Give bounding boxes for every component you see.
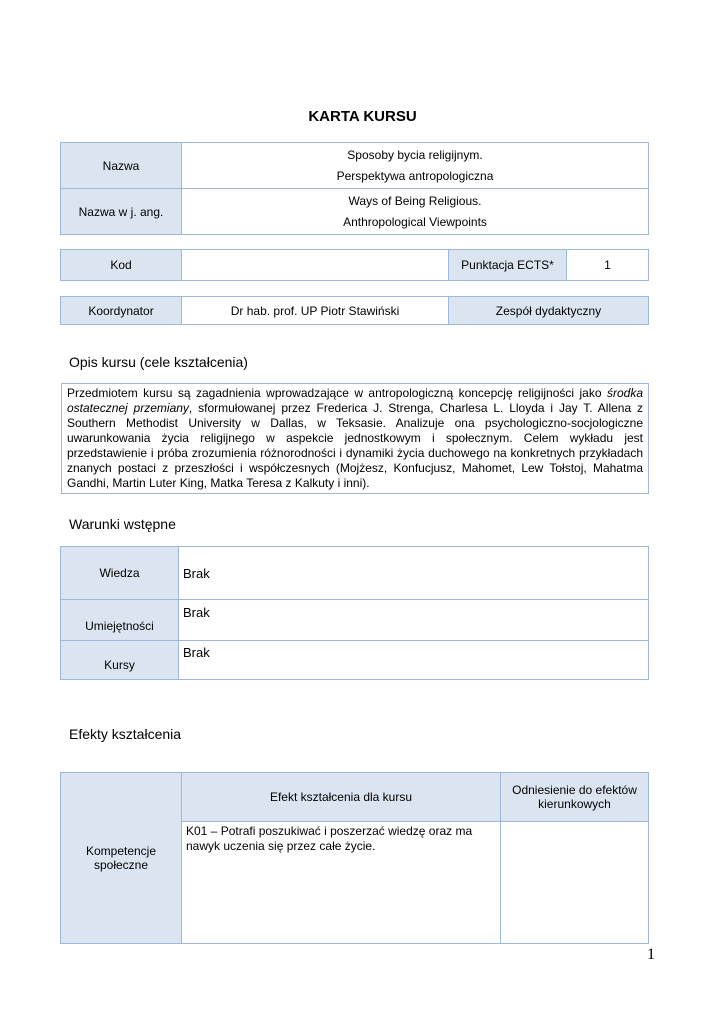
wiedza-label: Wiedza — [61, 547, 179, 600]
kursy-label: Kursy — [61, 641, 179, 680]
umiejetnosci-label: Umiejętności — [61, 600, 179, 641]
course-description — [61, 383, 649, 494]
page-title: KARTA KURSU — [308, 108, 417, 125]
nazwa-value — [182, 143, 649, 189]
nazwa-line1: Sposoby bycia religijnym. — [347, 147, 483, 162]
odniesienie-header: Odniesienie do efektów kierunkowych — [501, 773, 649, 822]
wiedza-value: Brak — [179, 547, 649, 600]
kod-label: Kod — [61, 250, 182, 281]
course-name-table — [60, 142, 649, 235]
opis-heading: Opis kursu (cele kształcenia) — [69, 354, 248, 370]
zespol-label: Zespół dydaktyczny — [449, 297, 649, 325]
kursy-value: Brak — [179, 641, 649, 680]
ects-label: Punktacja ECTS* — [449, 250, 567, 281]
page-number: 1 — [647, 946, 655, 963]
coordinator-table — [60, 296, 649, 325]
outcomes-table — [60, 772, 649, 944]
efekt-header: Efekt kształcenia dla kursu — [182, 773, 501, 822]
prerequisites-table — [60, 546, 649, 680]
nazwa-line2: Perspektywa antropologiczna — [336, 168, 494, 183]
nazwa-ang-line1: Ways of Being Religious. — [348, 193, 482, 208]
desc-text-before: Przedmiotem kursu są zagadnienia wprowadzające w antropologiczną koncepcję religijności jako — [67, 386, 607, 400]
koordynator-value: Dr hab. prof. UP Piotr Stawiński — [182, 297, 449, 325]
code-table — [60, 249, 649, 281]
ects-value: 1 — [567, 250, 649, 281]
outcome-k01: K01 – Potrafi poszukiwać i poszerzać wiedzę oraz ma nawyk uczenia się przez całe życie. — [182, 822, 501, 944]
nazwa-ang-value — [182, 189, 649, 235]
umiejetnosci-value: Brak — [179, 600, 649, 641]
nazwa-ang-label: Nazwa w j. ang. — [61, 189, 182, 235]
koordynator-label: Koordynator — [61, 297, 182, 325]
nazwa-ang-line2: Anthropological Viewpoints — [343, 214, 487, 229]
desc-text-after: , sformułowanej przez Frederica J. Strenga, Charlesa L. Lloyda i Jay T. Allena z Southern Methodist University w Dallas, w Teksasie. Analizuje ona psychologiczno-socjologiczne uwarunkowania życia religijnego w aspekcie jednostkowym i społecznym. Celem wykładu jest przedstawienie i próba zrozumienia różnorodności i dynamiki życia duchowego na konkretnych przykładach znanych postaci z przeszłości i współczesnych (Mojżesz, Konfucjusz, Mahomet, Lew Tołstoj, Mahatma Gandhi, Martin Luter King, Matka Teresa z Kalkuty i inni). — [67, 401, 644, 490]
nazwa-label: Nazwa — [61, 143, 182, 189]
outcome-k01-reference — [501, 822, 649, 944]
warunki-heading: Warunki wstępne — [69, 516, 176, 532]
kod-value — [182, 250, 449, 281]
efekty-heading: Efekty kształcenia — [69, 726, 182, 742]
kompetencje-label: Kompetencje społeczne — [61, 773, 182, 944]
desc-text-italic: środka ostatecznej przemiany — [67, 386, 643, 415]
